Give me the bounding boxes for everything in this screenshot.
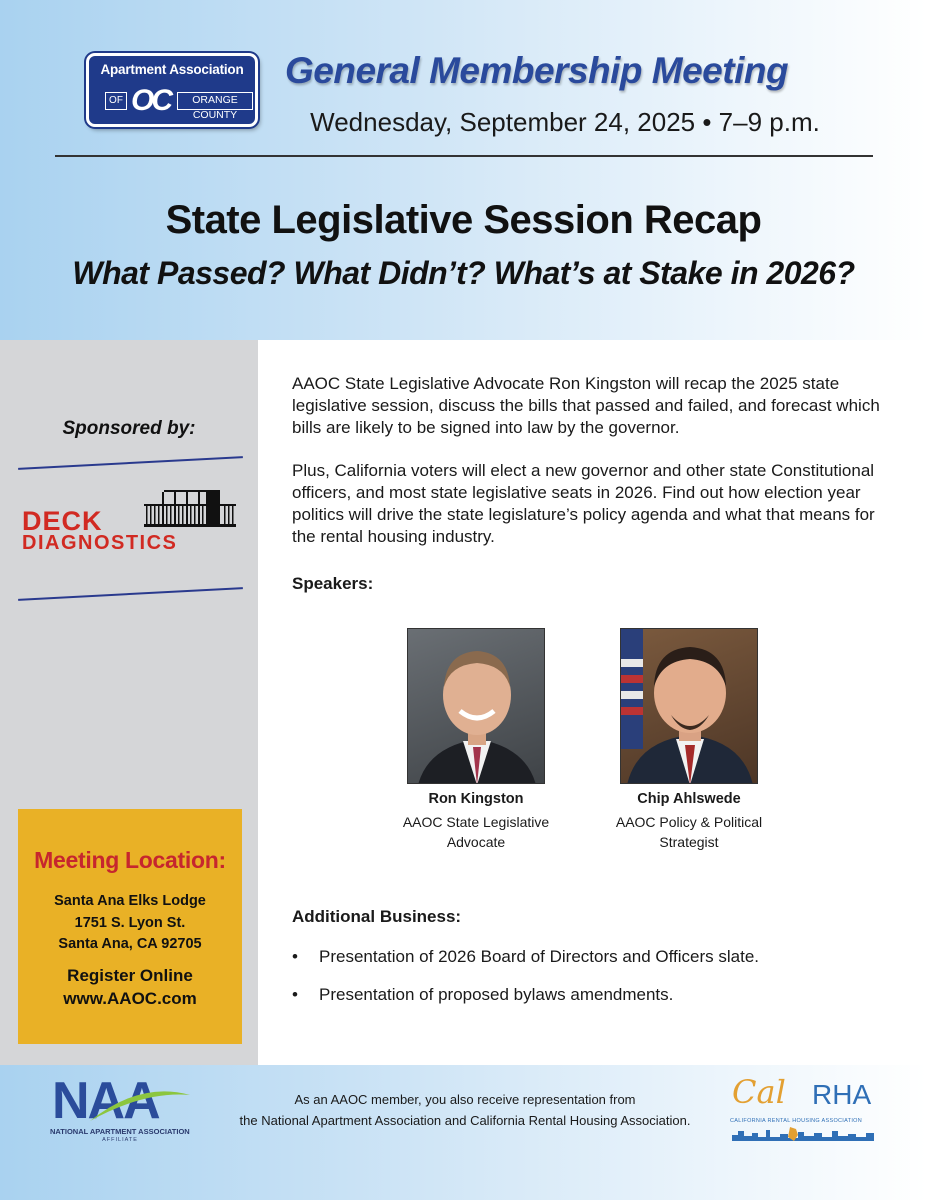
calrha-cal: Cal — [732, 1073, 786, 1111]
sponsored-by-label: Sponsored by: — [62, 418, 196, 439]
speaker-name-2: Chip Ahlswede — [637, 791, 741, 807]
bullet-icon: • — [292, 985, 298, 1004]
location-street: 1751 S. Lyon St. — [74, 915, 186, 931]
speaker-role-1-line1: AAOC State Legislative — [402, 814, 550, 830]
logo-county-text: ORANGE COUNTY — [177, 92, 253, 110]
footer-text-line2: the National Apartment Association and California Rental Housing Association. — [239, 1113, 691, 1128]
naa-affiliate: AFFILIATE — [102, 1137, 138, 1143]
register-link[interactable]: www.AAOC.com — [63, 989, 197, 1008]
bullet-text-2: Presentation of proposed bylaws amendments. — [319, 985, 674, 1004]
session-title: State Legislative Session Recap — [165, 198, 762, 242]
naa-logo[interactable] — [50, 1073, 190, 1145]
logo-association-text: Apartment Association — [100, 62, 244, 77]
location-venue: Santa Ana Elks Lodge — [54, 893, 206, 909]
footer — [0, 1065, 927, 1200]
speaker-role-1-line2: Advocate — [446, 834, 506, 850]
intro-paragraph: AAOC State Legislative Advocate Ron Kingston will recap the 2025 state legislative session, discuss the bills that passed and failed, and forecast which bills are likely to be signed into law by the governor. — [292, 374, 880, 437]
calrha-subtitle: CALIFORNIA RENTAL HOUSING ASSOCIATION — [730, 1118, 863, 1124]
list-item — [292, 985, 673, 1005]
register-label: Register Online — [67, 966, 193, 985]
speaker-role-2 — [599, 812, 779, 852]
header-divider — [55, 155, 873, 157]
speaker-name-1: Ron Kingston — [428, 791, 524, 807]
aaoc-logo[interactable] — [86, 53, 258, 127]
speaker-role-1 — [386, 812, 566, 852]
sidebar — [0, 340, 258, 1065]
logo-of-text: OF — [105, 92, 127, 110]
list-item — [292, 947, 759, 967]
location-city: Santa Ana, CA 92705 — [58, 936, 202, 952]
naa-swoosh-icon — [90, 1085, 190, 1125]
election-paragraph: Plus, California voters will elect a new governor and other state Constitutional officers, and most state legislative seats in 2026. Find out how election year politics will drive the state legislature’s policy agenda and what that means for the rental housing industry. — [292, 461, 875, 546]
session-subtitle: What Passed? What Didn’t? What’s at Stake in 2026? — [72, 255, 855, 291]
footer-text-line1: As an AAOC member, you also receive representation from — [294, 1092, 636, 1107]
logo-oc-mark: OC — [131, 84, 170, 117]
sponsor-rule-top — [18, 456, 243, 470]
header-banner — [0, 0, 927, 340]
speaker-portrait-icon — [621, 629, 758, 784]
naa-letters: NAA — [52, 1072, 159, 1130]
deck-word: DECK — [22, 506, 103, 536]
calrha-rha: RHA — [812, 1079, 872, 1110]
additional-business-label: Additional Business: — [292, 907, 462, 926]
calrha-logo[interactable] — [730, 1073, 880, 1153]
speaker-role-2-line2: Strategist — [659, 834, 719, 850]
sponsor-rule-bottom — [18, 587, 243, 601]
speaker-photo-chip-ahlswede — [620, 628, 758, 784]
speaker-role-2-line1: AAOC Policy & Political — [615, 814, 763, 830]
meeting-location-box — [18, 809, 242, 1044]
deck-railing-icon — [144, 488, 236, 528]
deck-diagnostics-logo[interactable] — [20, 488, 238, 556]
speaker-portrait-icon — [408, 629, 545, 784]
skyline-icon — [732, 1127, 874, 1141]
footer-text — [215, 1089, 715, 1131]
bullet-icon: • — [292, 947, 298, 966]
naa-subtitle: NATIONAL APARTMENT ASSOCIATION — [50, 1127, 190, 1136]
bullet-text-1: Presentation of 2026 Board of Directors and Officers slate. — [319, 947, 760, 966]
main-content — [258, 340, 927, 1065]
speaker-photo-ron-kingston — [407, 628, 545, 784]
meeting-date: Wednesday, September 24, 2025 • 7–9 p.m. — [310, 107, 820, 137]
location-title: Meeting Location: — [34, 847, 226, 873]
speakers-label: Speakers: — [292, 574, 374, 593]
meeting-title: General Membership Meeting — [285, 50, 789, 91]
diagnostics-word: DIAGNOSTICS — [22, 532, 178, 554]
